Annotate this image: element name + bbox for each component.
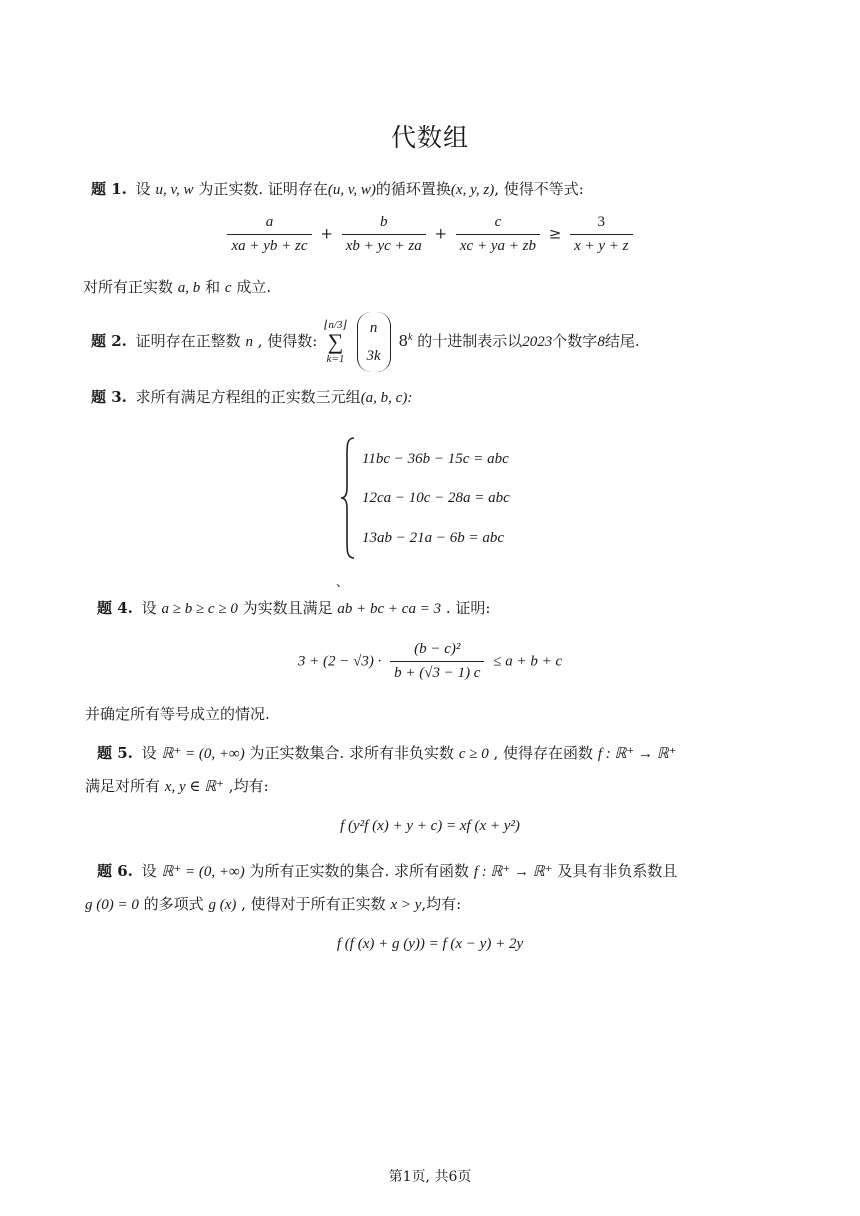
p4-text: 设 <box>141 599 157 617</box>
p4-frac: $\frac{\text{(b − c)²}}{b + (√3 - 1) c}$ <box>390 641 484 682</box>
p5-text: 满足对所有 <box>85 777 161 795</box>
problem-6-label: 题 6. <box>97 862 133 880</box>
p2-sum <box>324 319 347 365</box>
p6-set: ℝ⁺ = (0, +∞) <box>161 864 245 880</box>
problem-4-after: 并确定所有等号成立的情况. <box>85 705 270 723</box>
p5-text: 设 <box>141 744 157 762</box>
p2-text: 的十进制表示以 <box>417 332 523 350</box>
p1-frac-rhs: $\frac{3}{x + y + z}$ <box>570 214 632 255</box>
problem-6-formula: f (f (x) + g (y)) = f (x − y) + 2y <box>336 936 524 952</box>
p4-text: . 证明: <box>445 599 491 617</box>
problem-6-line-2 <box>85 893 461 914</box>
problem-2-label: 题 2. <box>91 332 127 350</box>
p1-frac-2: $\frac{b}{xb + yc + za}$ <box>342 214 426 255</box>
p1-frac-1: $\frac{a}{xa + yb + zc}$ <box>227 214 311 255</box>
problem-1-after <box>83 276 271 297</box>
p2-text: , 使得数: <box>257 332 318 350</box>
p4-cond: a ≥ b ≥ c ≥ 0 <box>161 601 238 617</box>
problem-5-line-2 <box>85 775 269 796</box>
problem-1-label: 题 1. <box>91 180 127 198</box>
p2-count: 2023 <box>522 334 553 350</box>
p2-power-exp: k <box>408 332 413 343</box>
p6-text: 为所有正实数的集合. 求所有函数 <box>249 862 470 880</box>
p1-after-text: 对所有正实数 <box>83 278 174 296</box>
p4-cond2: ab + bc + ca = 3 <box>337 601 442 617</box>
p6-text: , 使得对于所有正实数 <box>241 895 386 913</box>
p5-text: ,均有: <box>228 777 269 795</box>
p3-triple: (a, b, c): <box>360 390 413 406</box>
p2-var: n <box>245 334 253 350</box>
p2-sum-upper: ⌊n/3⌋ <box>324 319 347 331</box>
p6-cond: g (0) = 0 <box>85 897 139 913</box>
p4-text: 为实数且满足 <box>242 599 333 617</box>
problem-4-label: 题 4. <box>97 599 133 617</box>
p6-ineq: x > y <box>390 897 422 913</box>
problem-1-formula: $\frac{a}{xa + yb + zc}$ + $\frac{b}{xb + yc + za}$ + $\frac{c}{xc + ya + zb}$ ≥ $\frac{3}{x + y + z}$ <box>0 214 860 255</box>
p3-equation-1: 11bc − 36b − 15c = abc <box>362 451 509 467</box>
p1-after-text: 和 <box>205 278 221 296</box>
p1-after-vars: a, b <box>177 280 201 296</box>
problem-5-formula: f (y²f (x) + y + c) = xf (x + y²) <box>340 818 520 834</box>
p4-formula-right: ≤ a + b + c <box>493 653 563 670</box>
p6-text: 设 <box>141 862 157 880</box>
p5-text: , 使得存在函数 <box>493 744 594 762</box>
problem-6-line-1 <box>97 860 677 881</box>
problem-3-statement <box>91 386 412 407</box>
p1-after-var: c <box>224 280 232 296</box>
p3-equation-3: 13ab − 21a − 6b = abc <box>362 530 505 546</box>
p6-poly: g (x) <box>208 897 237 913</box>
p5-text: 为正实数集合. 求所有非负实数 <box>249 744 455 762</box>
left-brace-icon <box>340 436 356 560</box>
p6-text: ,均有: <box>421 895 462 913</box>
problem-2-statement <box>91 312 640 372</box>
p2-text: 个数字 <box>552 332 598 350</box>
p6-text: 及具有非负系数且 <box>557 862 678 880</box>
p6-text: 的多项式 <box>143 895 204 913</box>
problem-5-line-1 <box>97 742 677 763</box>
p6-func: f : ℝ⁺ → ℝ⁺ <box>473 864 553 880</box>
p2-digit: 8 <box>597 334 605 350</box>
stray-mark: 、 <box>336 575 349 589</box>
problem-4-statement <box>97 597 490 618</box>
sigma-icon: ∑ <box>327 329 344 354</box>
p1-text: , 使得不等式: <box>494 180 584 198</box>
p1-text: 为正实数. 证明存在 <box>198 180 328 198</box>
problem-4-formula <box>0 641 860 682</box>
p2-binom-top: n <box>369 320 378 336</box>
p5-cond: c ≥ 0 <box>458 746 489 762</box>
p1-frac-3: $\frac{c}{xc + ya + zb}$ <box>456 214 540 255</box>
problem-5-label: 题 5. <box>97 744 133 762</box>
page-footer: 第1页, 共6页 <box>388 1169 472 1185</box>
page-title: 代数组 <box>390 123 469 152</box>
p2-text: 证明存在正整数 <box>135 332 241 350</box>
p5-func: f : ℝ⁺ → ℝ⁺ <box>597 746 677 762</box>
p5-domain: x, y ∈ ℝ⁺ <box>164 779 225 795</box>
p1-after-text: 成立. <box>236 278 272 296</box>
p2-text: 结尾. <box>604 332 640 350</box>
p1-triple: (u, v, w) <box>327 182 376 198</box>
p1-vars: u, v, w <box>155 182 194 198</box>
p3-equation-2: 12ca − 10c − 28a = abc <box>362 490 510 506</box>
p3-text: 求所有满足方程组的正实数三元组 <box>135 388 361 406</box>
problem-1-statement <box>91 178 584 199</box>
p2-sum-lower: k=1 <box>326 353 345 365</box>
p2-power: 8 <box>398 332 409 350</box>
p5-set: ℝ⁺ = (0, +∞) <box>161 746 245 762</box>
p1-perm: (x, y, z) <box>450 182 495 198</box>
p2-binom-bottom: 3k <box>366 348 381 364</box>
problem-3-label: 题 3. <box>91 388 127 406</box>
p1-text: 设 <box>135 180 151 198</box>
p2-binomial <box>357 312 391 372</box>
p4-formula-left: 3 + (2 − √3) · <box>297 653 382 670</box>
p1-text: 的循环置换 <box>375 180 451 198</box>
